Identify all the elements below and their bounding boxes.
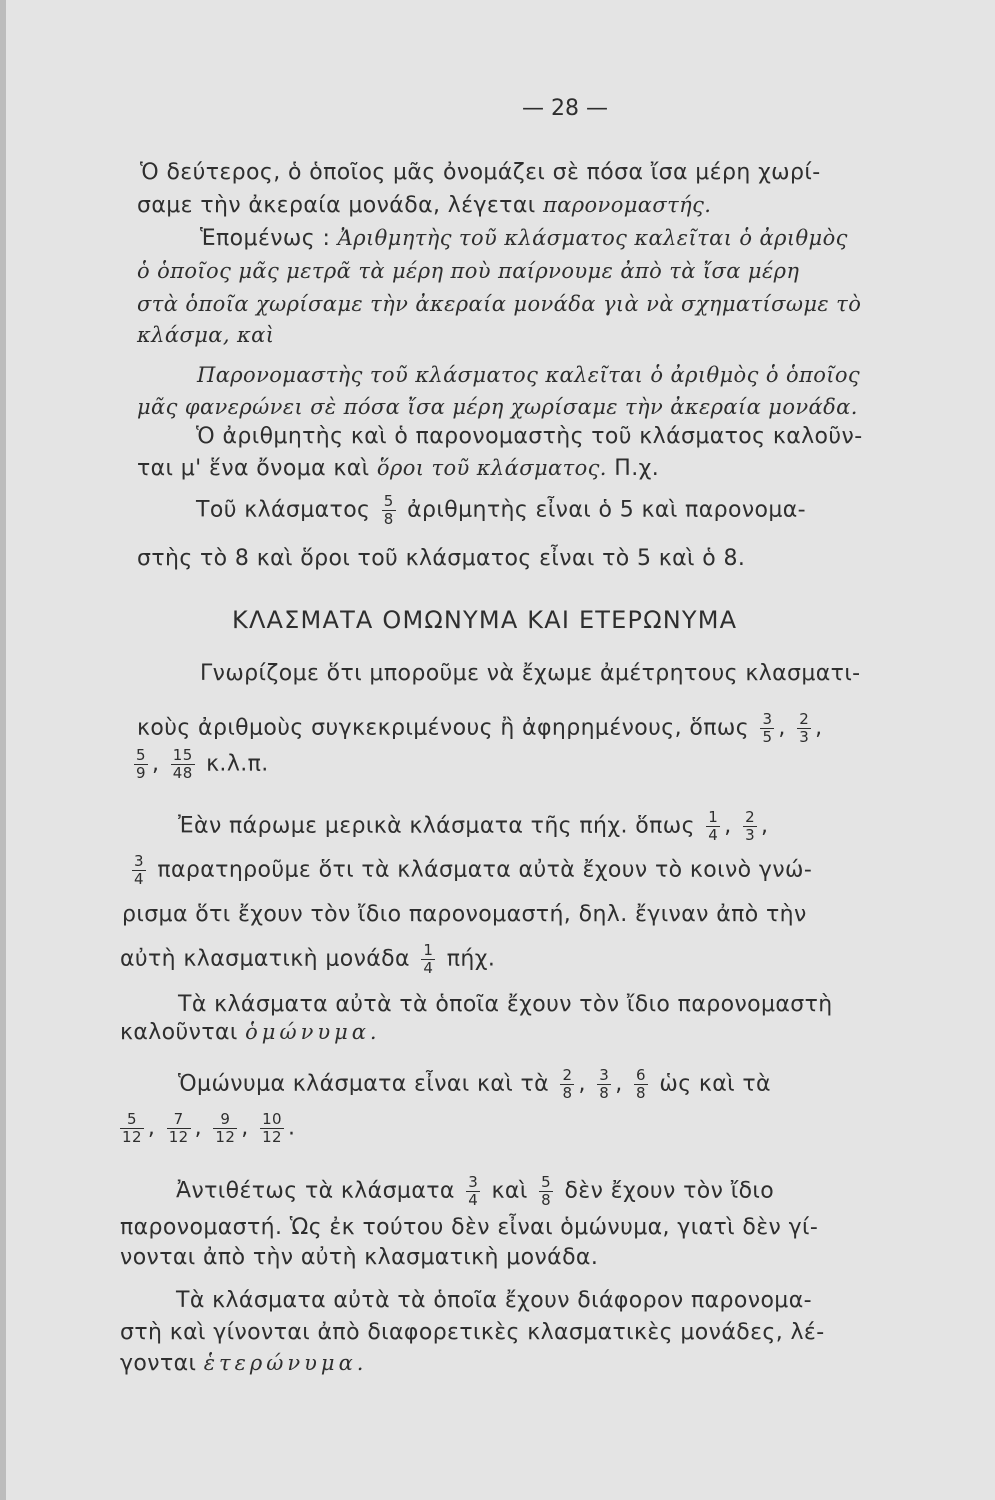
text-line — [120, 943, 495, 976]
fraction — [560, 1068, 574, 1101]
text-line — [116, 1112, 295, 1145]
fraction — [634, 1068, 648, 1101]
numerator: 2 — [745, 808, 756, 826]
denominator: 8 — [636, 1084, 646, 1102]
comma: , — [615, 1071, 623, 1097]
fraction — [213, 1112, 237, 1145]
text-line: παρονομαστή. Ὡς ἐκ τούτου δὲν εἶναι ὁμώνυμα, γιατὶ δὲν γί- — [120, 1215, 819, 1240]
fraction — [760, 712, 774, 745]
text: κ.λ.π. — [206, 751, 269, 777]
italic-term: ὅροι τοῦ κλάσματος. — [376, 456, 607, 480]
numerator: 5 — [541, 1173, 552, 1191]
comma: , — [724, 813, 732, 839]
text-line: κλάσμα, καὶ — [137, 323, 275, 347]
numerator: 9 — [213, 1112, 237, 1129]
text-line: ρισμα ὅτι ἔχουν τὸν ἴδιο παρονομαστή, δηλ. ἔγιναν ἀπὸ τὴν — [122, 902, 807, 927]
numerator: 3 — [468, 1173, 479, 1191]
denominator: 8 — [383, 510, 394, 528]
spaced-italic-term: ἑτερώνυμα. — [203, 1351, 368, 1375]
spaced-italic-term: ὁμώνυμα. — [245, 1020, 381, 1044]
fraction — [382, 494, 396, 527]
text: Π.χ. — [606, 456, 660, 481]
text-line: Τὰ κλάσματα αὐτὰ τὰ ὁποῖα ἔχουν τὸν ἴδιο παρονομαστὴ — [178, 992, 833, 1017]
fraction — [797, 712, 811, 745]
numerator: 2 — [799, 710, 810, 728]
text: δὲν ἔχουν τὸν ἴδιο — [564, 1178, 775, 1204]
text-line — [178, 1068, 771, 1101]
fraction — [132, 854, 146, 887]
denominator: 3 — [799, 728, 810, 746]
comma: , — [194, 1115, 202, 1141]
italic-text: Ἀριθμητὴς τοῦ κλάσματος καλεῖται ὁ ἀριθμὸς — [337, 226, 848, 250]
fraction — [539, 1175, 553, 1208]
text: πήχ. — [446, 946, 496, 972]
text-line — [178, 810, 768, 843]
denominator: 4 — [134, 870, 144, 888]
comma: , — [761, 813, 769, 839]
text-line — [196, 494, 806, 527]
text: ὡς καὶ τὰ — [659, 1071, 771, 1097]
fraction — [260, 1112, 284, 1145]
page-edge — [0, 0, 6, 1500]
text-line — [130, 748, 269, 781]
text-line — [140, 158, 821, 188]
numerator: 2 — [562, 1066, 573, 1084]
text: παρατηροῦμε ὅτι τὰ κλάσματα αὐτὰ ἔχουν τὸ κοινὸ γνώ- — [157, 857, 813, 883]
fraction — [120, 1112, 144, 1145]
comma: , — [147, 1115, 156, 1141]
fraction — [167, 1112, 191, 1145]
text-line — [128, 854, 812, 887]
text: ται μ' ἕνα ὄνομα καὶ — [137, 456, 377, 481]
fraction — [171, 748, 195, 781]
page-number: — 28 — — [522, 96, 608, 121]
text-line: ὁ ὁποῖος μᾶς μετρᾶ τὰ μέρη ποὺ παίρνουμε ἀπὸ τὰ ἴσα μέρη — [137, 259, 800, 283]
text: γονται — [120, 1351, 204, 1376]
numerator: 6 — [636, 1066, 646, 1084]
italic-term: παρονομαστής. — [542, 193, 712, 217]
denominator: 4 — [708, 826, 719, 844]
denominator: 5 — [762, 728, 773, 746]
numerator: 5 — [383, 492, 394, 510]
fraction — [421, 943, 435, 976]
fraction — [597, 1068, 611, 1101]
denominator: 3 — [745, 826, 756, 844]
text-line: στὴς τὸ 8 καὶ ὅροι τοῦ κλάσματος εἶναι τὸ 5 καὶ ὁ 8. — [137, 546, 746, 571]
text: Ὁμώνυμα κλάσματα εἶναι καὶ τὰ — [178, 1071, 550, 1097]
denominator: 8 — [562, 1084, 573, 1102]
text: κοὺς ἀριθμοὺς συγκεκριμένους ἢ ἀφηρημένους, ὅπως — [137, 715, 750, 741]
numerator: 1 — [708, 808, 719, 826]
denominator: 12 — [262, 1128, 282, 1146]
comma: , — [151, 751, 160, 777]
comma: , — [815, 715, 823, 741]
text-line: Γνωρίζομε ὅτι μποροῦμε νὰ ἔχωμε ἀμέτρητους κλασματι- — [200, 661, 861, 686]
text: Ἑπομένως : — [200, 226, 338, 251]
denominator: 9 — [136, 764, 146, 782]
numerator: 5 — [136, 746, 146, 764]
period: . — [288, 1115, 296, 1141]
text-line — [200, 223, 848, 254]
numerator: 10 — [262, 1110, 282, 1128]
numerator: 7 — [167, 1112, 191, 1129]
numerator: 3 — [762, 710, 773, 728]
comma: , — [578, 1071, 586, 1097]
text-line — [120, 1017, 381, 1048]
denominator: 48 — [172, 764, 193, 782]
text: σαμε τὴν ἀκεραία μονάδα, λέγεται — [137, 193, 543, 218]
numerator: 15 — [172, 746, 193, 764]
text: Ὁ δεύτερος, ὁ ὁποῖος μᾶς ὀνομάζει σὲ πόσα ἴσα μέρη χωρί- — [140, 160, 821, 185]
numerator: 1 — [423, 941, 434, 959]
text-line: στὴ καὶ γίνονται ἀπὸ διαφορετικὲς κλασματικὲς μονάδες, λέ- — [120, 1320, 825, 1345]
denominator: 4 — [423, 959, 434, 977]
section-heading: ΚΛΑΣΜΑΤΑ ΟΜΩΝΥΜΑ ΚΑΙ ΕΤΕΡΩΝΥΜΑ — [232, 606, 738, 634]
text: Ἐὰν πάρωμε μερικὰ κλάσματα τῆς πήχ. ὅπως — [178, 813, 695, 839]
text-line — [176, 1175, 774, 1208]
denominator: 12 — [168, 1128, 189, 1146]
fraction — [466, 1175, 480, 1208]
text-line — [137, 712, 823, 745]
text-line — [120, 1348, 367, 1379]
text-line: Ὁ ἀριθμητὴς καὶ ὁ παρονομαστὴς τοῦ κλάσματος καλοῦν- — [196, 424, 863, 449]
text: καὶ — [491, 1178, 528, 1204]
text-line: Τὰ κλάσματα αὐτὰ τὰ ὁποῖα ἔχουν διάφορον παρονομα- — [176, 1288, 812, 1313]
numerator: 3 — [134, 852, 144, 870]
fraction — [743, 810, 757, 843]
text: καλοῦνται — [120, 1020, 246, 1045]
fraction — [134, 748, 148, 781]
numerator: 5 — [120, 1112, 144, 1129]
text-line: μᾶς φανερώνει σὲ πόσα ἴσα μέρη χωρίσαμε τὴν ἀκεραία μονάδα. — [137, 395, 858, 419]
comma: , — [241, 1115, 249, 1141]
denominator: 12 — [215, 1128, 236, 1146]
text: ἀριθμητὴς εἶναι ὁ 5 καὶ παρονομα- — [407, 497, 807, 523]
denominator: 12 — [122, 1128, 142, 1146]
comma: , — [778, 715, 786, 741]
text-line: Παρονομαστὴς τοῦ κλάσματος καλεῖται ὁ ἀριθμὸς ὁ ὁποῖος — [197, 363, 861, 387]
text-line: στὰ ὁποῖα χωρίσαμε τὴν ἀκεραία μονάδα γιὰ νὰ σχηματίσωμε τὸ — [137, 292, 862, 316]
denominator: 8 — [541, 1191, 552, 1209]
text-line — [137, 453, 659, 484]
text: Τοῦ κλάσματος — [196, 497, 371, 523]
text-line — [137, 190, 711, 221]
fraction — [706, 810, 720, 843]
text-line: νονται ἀπὸ τὴν αὐτὴ κλασματικὴ μονάδα. — [120, 1245, 599, 1270]
denominator: 4 — [468, 1191, 479, 1209]
text: αὐτὴ κλασματικὴ μονάδα — [120, 946, 410, 972]
text: Ἀντιθέτως τὰ κλάσματα — [176, 1178, 455, 1204]
numerator: 3 — [599, 1066, 610, 1084]
denominator: 8 — [599, 1084, 610, 1102]
